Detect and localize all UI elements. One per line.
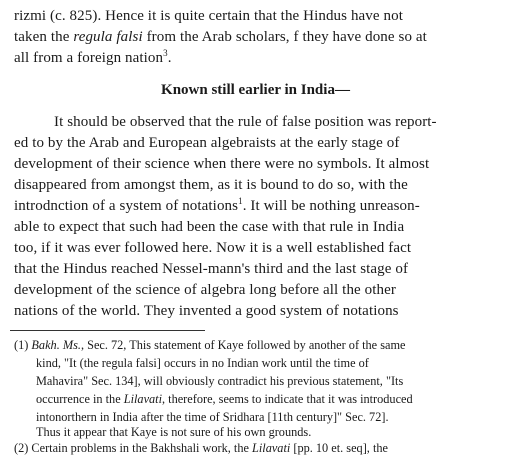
section-heading: Known still earlier in India— <box>161 82 350 98</box>
body-line-12: development of the science of algebra long before all the other <box>14 282 396 298</box>
body-line-1: rizmi (c. 825). Hence it is quite certain that the Hindus have not <box>14 8 403 24</box>
body-line-8: introdnction of a system of notations$^1$. It will be nothing unreason- <box>14 196 420 214</box>
body-line-7: disappeared from amongst them, as it is bound to do so, with the <box>14 177 408 193</box>
footnote-line-4: occurrence in the Lilavati, therefore, seems to indicate that it was introduced <box>36 392 413 406</box>
footnote-line-5: intonorthern in India after the time of Sridhara [11th century]" Sec. 72]. <box>36 410 389 424</box>
body-line-11: that the Hindus reached Nessel-mann's third and the last stage of <box>14 261 409 277</box>
footnote-line-6: Thus it appear that Kaye is not sure of his own grounds. <box>36 425 312 439</box>
footnote-marker: 3 <box>163 48 168 58</box>
body-line-4: It should be observed that the rule of false position was report- <box>54 114 437 130</box>
body-line-9: able to expect that such had been the case with that rule in India <box>14 219 405 235</box>
body-line-2: taken the regula falsi from the Arab scholars, f they have done so at <box>14 29 427 45</box>
footnote-line-2: kind, "It (the regula falsi] occurs in no Indian work until the time of <box>36 356 369 370</box>
footnote-line-7: (2) Certain problems in the Bakhshali work, the Lilavati [pp. 10 et. seq], the <box>14 441 388 455</box>
footnote-divider <box>10 330 205 331</box>
footnote-line-3: Mahavira" Sec. 134], will obviously contradict his previous statement, "Its <box>36 374 404 388</box>
italic-text: Lilavati <box>252 441 291 455</box>
body-line-5: ed to by the Arab and European algebraists at the early stage of <box>14 135 400 151</box>
body-line-3: all from a foreign nation$^3$. <box>14 48 172 66</box>
body-line-6: development of their science when there were no symbols. It almost <box>14 156 430 172</box>
italic-text: Bakh. Ms. <box>31 338 81 352</box>
body-line-10: too, if it was ever followed here. Now it is a well established fact <box>14 240 412 256</box>
italic-text: regula falsi <box>73 29 143 45</box>
body-line-13: nations of the world. They invented a good system of notations <box>14 303 399 319</box>
footnote-marker: 1 <box>238 196 243 206</box>
italic-text: Lilavati <box>123 392 163 406</box>
footnote-line-1: (1) Bakh. Ms., Sec. 72, This statement of Kaye followed by another of the same <box>14 338 406 352</box>
